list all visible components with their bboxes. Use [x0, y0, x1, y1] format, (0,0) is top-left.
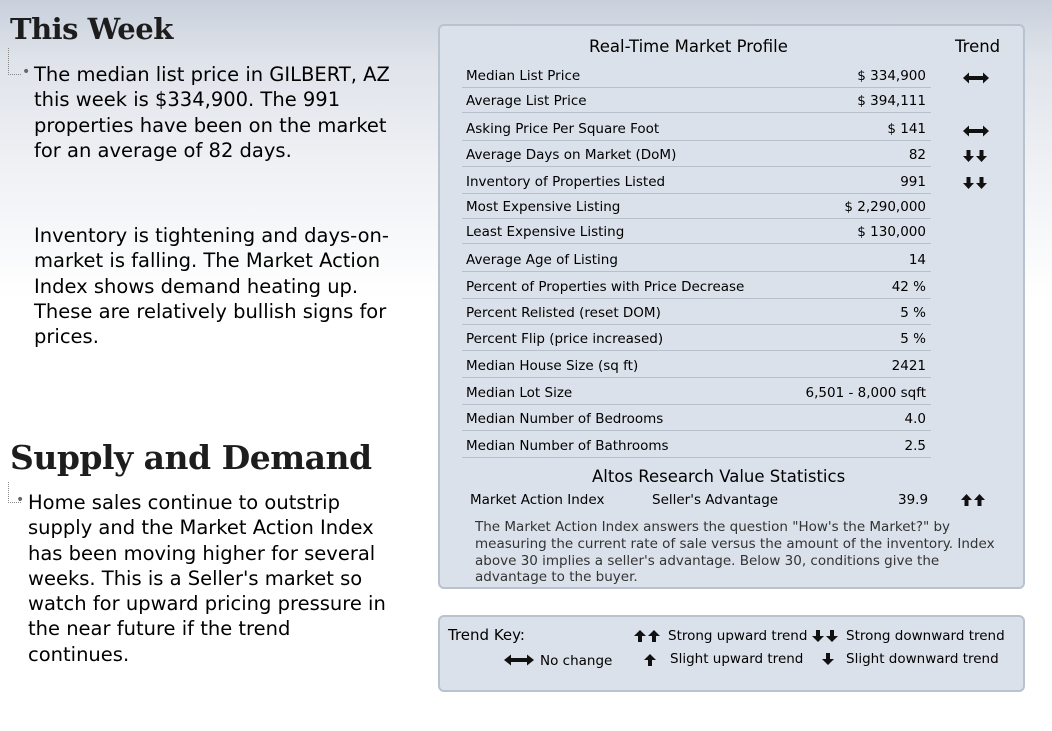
profile-row-value: $ 2,290,000 [844, 199, 926, 215]
row-divider [462, 87, 931, 88]
profile-row-value: $ 130,000 [857, 224, 926, 240]
profile-row-value: 82 [908, 147, 926, 163]
this-week-heading: This Week [10, 12, 173, 46]
profile-row-value: 5 % [900, 305, 926, 321]
profile-row-label: Most Expensive Listing [466, 199, 621, 215]
profile-row-label: Average List Price [466, 93, 587, 109]
text-line: The median list price in GILBERT, AZ [34, 63, 390, 86]
row-divider [462, 140, 931, 141]
profile-row-label: Average Age of Listing [466, 252, 618, 268]
text-line: These are relatively bullish signs for [34, 299, 387, 323]
text-line: supply and the Market Action Index [28, 516, 374, 540]
market-action-index-value: 39.9 [898, 492, 929, 508]
this-week-paragraph-1 [34, 62, 390, 163]
profile-row-label: Average Days on Market (DoM) [466, 147, 677, 163]
strong-down-arrow-icon [962, 175, 990, 194]
profile-row-label: Percent Flip (price increased) [466, 331, 664, 347]
no-change-label: No change [540, 653, 613, 669]
row-divider [462, 218, 931, 219]
row-divider [462, 271, 931, 272]
slight-up-arrow-icon [643, 653, 657, 667]
text-line: the near future if the trend [28, 617, 291, 641]
text-line: this week is $334,900. The 991 [34, 88, 341, 112]
profile-row-value: 2.5 [904, 438, 926, 454]
profile-row-label: Median Number of Bathrooms [466, 438, 669, 454]
profile-row-value: 14 [908, 252, 926, 268]
supply-demand-paragraph [28, 490, 386, 667]
text-line: Index shows demand heating up. [34, 274, 359, 298]
heading-connector [8, 48, 21, 75]
market-action-index-description: The Market Action Index answers the question "How's the Market?" by measuring the current rate of sale versus the amount of the inventory. Index above 30 implies a seller's advantage. Below 30, conditions give the advantage to the buyer. [475, 519, 995, 586]
value-stats-title: Altos Research Value Statistics [592, 467, 846, 486]
slight-up-label: Slight upward trend [670, 651, 804, 667]
text-line: for an average of 82 days. [34, 138, 292, 162]
row-divider [462, 350, 931, 351]
profile-row-label: Median List Price [466, 68, 581, 84]
row-divider [462, 298, 931, 299]
profile-row-value: 2421 [891, 358, 926, 374]
row-divider [462, 404, 931, 405]
text-line: continues. [28, 642, 130, 666]
profile-row-value: 42 % [891, 279, 926, 295]
text-line: Home sales continue to outstrip [28, 491, 340, 514]
profile-row-value: $ 334,900 [857, 68, 926, 84]
row-divider [462, 457, 931, 458]
profile-row-value: 991 [900, 174, 926, 190]
text-line: market is falling. The Market Action [34, 249, 381, 273]
strong-up-label: Strong upward trend [668, 628, 808, 644]
text-line: has been moving higher for several [28, 541, 376, 565]
row-divider [462, 430, 931, 431]
slight-down-arrow-icon [821, 652, 835, 666]
profile-row-value: $ 141 [887, 121, 926, 137]
text-line: properties have been on the market [34, 113, 387, 137]
profile-row-label: Percent of Properties with Price Decrease [466, 279, 745, 295]
no-change-arrow-icon [962, 122, 990, 141]
profile-row-label: Median Lot Size [466, 385, 573, 401]
profile-row-label: Least Expensive Listing [466, 224, 625, 240]
text-line: prices. [34, 325, 99, 349]
text-line: watch for upward pricing pressure in [28, 592, 386, 616]
row-divider [462, 377, 931, 378]
text-line: weeks. This is a Seller's market so [28, 566, 363, 590]
text-line: Inventory is tightening and days-on- [34, 224, 389, 247]
no-change-arrow-icon [503, 654, 535, 666]
strong-down-label: Strong downward trend [846, 628, 1005, 644]
row-divider [462, 166, 931, 167]
market-action-index-label: Market Action Index [470, 492, 605, 508]
slight-down-label: Slight downward trend [846, 651, 999, 667]
profile-row-label: Median Number of Bedrooms [466, 411, 664, 427]
trend-header: Trend [955, 37, 1001, 56]
profile-row-value: 4.0 [904, 411, 926, 427]
market-action-index-status: Seller's Advantage [652, 492, 779, 508]
strong-down-arrow-icon [962, 148, 990, 167]
profile-title: Real-Time Market Profile [589, 37, 788, 56]
bullet-icon: • [16, 492, 25, 508]
strong-up-arrow-icon [960, 493, 988, 507]
trend-key-label: Trend Key: [448, 626, 525, 644]
row-divider [462, 243, 931, 244]
profile-row-value: $ 394,111 [857, 93, 926, 109]
row-divider [462, 193, 931, 194]
bullet-icon: • [22, 64, 31, 80]
this-week-paragraph-2 [34, 223, 389, 349]
profile-row-label: Inventory of Properties Listed [466, 174, 666, 190]
strong-up-arrow-icon [633, 629, 665, 643]
profile-row-label: Percent Relisted (reset DOM) [466, 305, 661, 321]
row-divider [462, 112, 931, 113]
row-divider [462, 324, 931, 325]
profile-row-value: 5 % [900, 331, 926, 347]
no-change-arrow-icon [962, 69, 990, 88]
profile-row-label: Median House Size (sq ft) [466, 358, 639, 374]
profile-row-label: Asking Price Per Square Foot [466, 121, 660, 137]
strong-down-arrow-icon [811, 629, 843, 643]
supply-demand-heading: Supply and Demand [10, 438, 372, 477]
profile-row-value: 6,501 - 8,000 sqft [805, 385, 926, 401]
